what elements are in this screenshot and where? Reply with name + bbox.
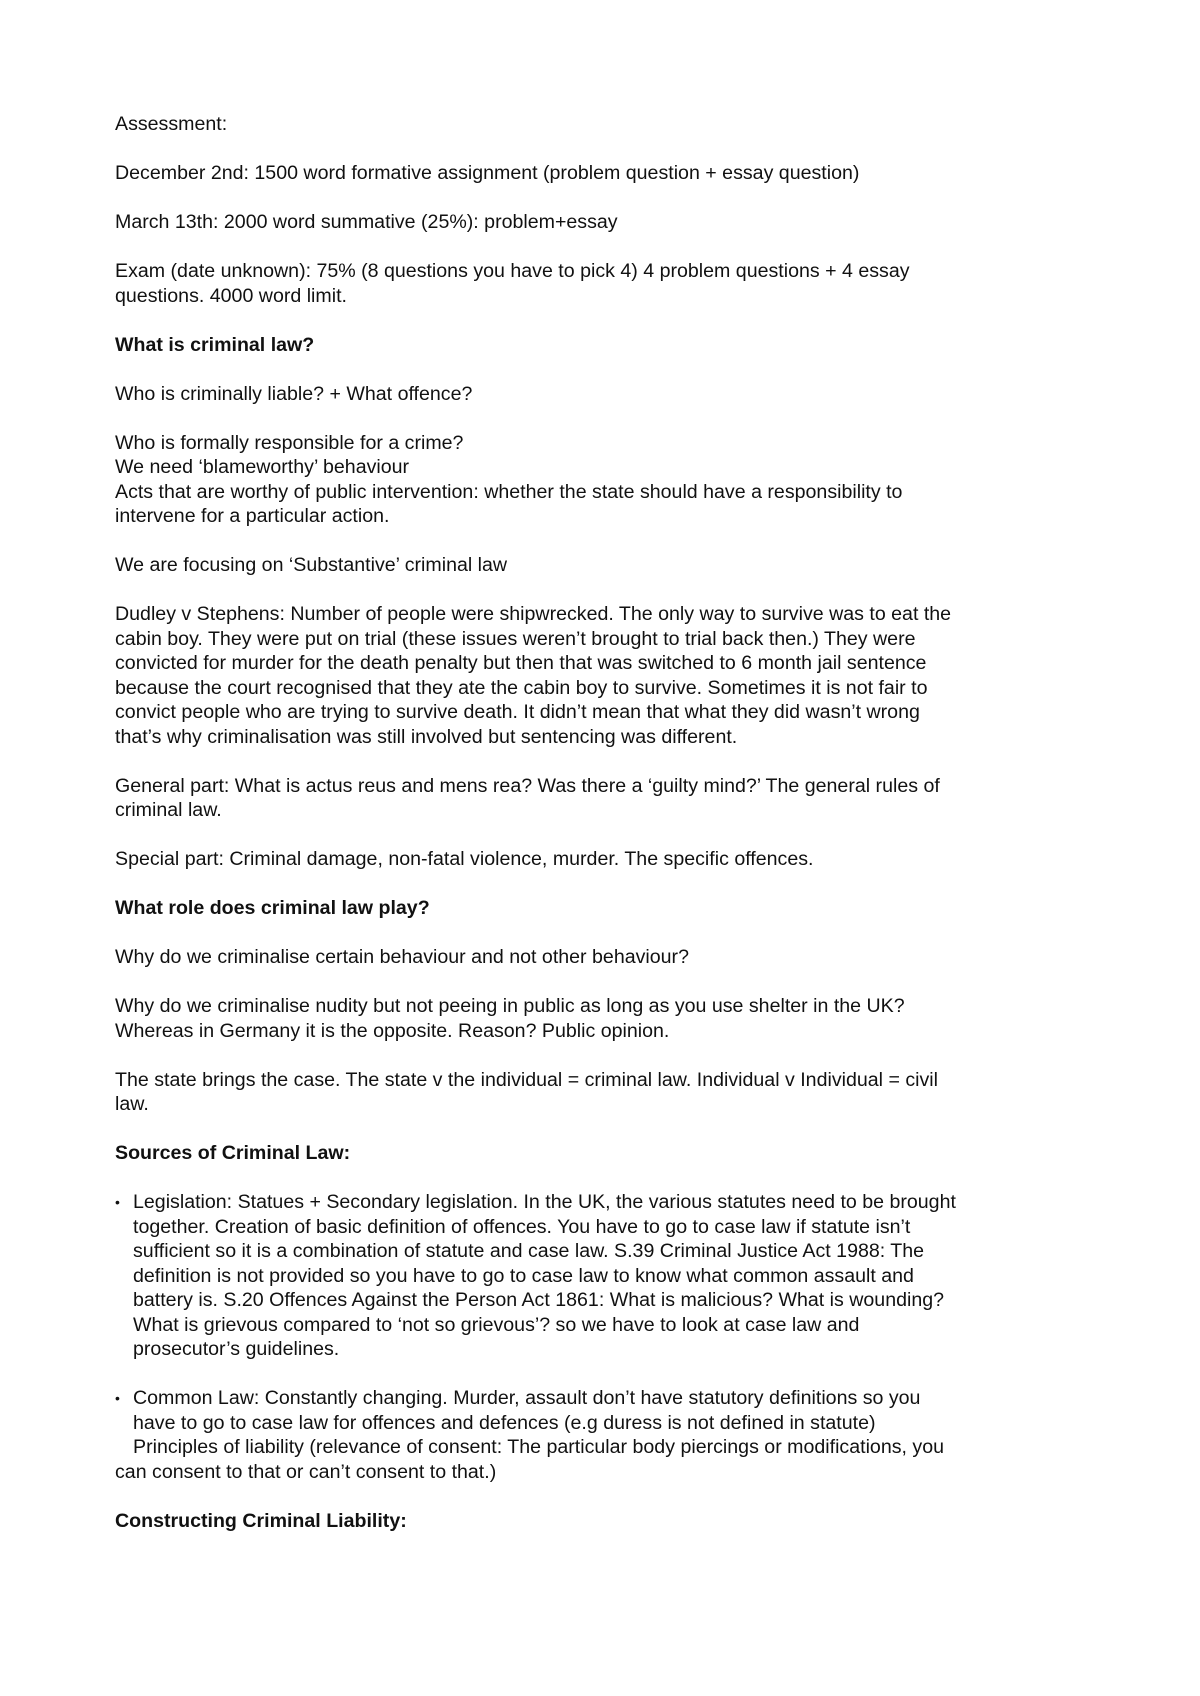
text-line: cabin boy. They were put on trial (these issues weren’t brought to trial back then.) They were (115, 627, 916, 650)
bullet-icon: • (115, 1390, 120, 1406)
paragraph (115, 259, 1090, 308)
paragraph (115, 945, 1090, 970)
text-line: Legislation: Statues + Secondary legislation. In the UK, the various statutes need to be brought (133, 1191, 956, 1213)
text-line: Dudley v Stephens: Number of people were shipwrecked. The only way to survive was to eat the (115, 603, 952, 625)
text-line: March 13th: 2000 word summative (25%): problem+essay (115, 211, 618, 233)
paragraph (115, 112, 1090, 137)
text-line: We are focusing on ‘Substantive’ criminal law (115, 554, 508, 576)
text-line: Constructing Criminal Liability: (115, 1509, 407, 1532)
text-line: Sources of Criminal Law: (115, 1142, 351, 1164)
text-line: Exam (date unknown): 75% (8 questions you have to pick 4) 4 problem questions + 4 essay (115, 260, 910, 282)
text-line: Why do we criminalise certain behaviour and not other behaviour? (115, 946, 689, 968)
text-line: Common Law: Constantly changing. Murder, assault don’t have statutory definitions so you (133, 1387, 921, 1409)
text-line: Why do we criminalise nudity but not peeing in public as long as you use shelter in the UK? (115, 995, 905, 1017)
text-line: The state brings the case. The state v the individual = criminal law. Individual v Individual = civil (115, 1068, 939, 1091)
text-line: together. Creation of basic definition of offences. You have to go to case law if statute isn’t (133, 1215, 911, 1238)
bullet-item (115, 1386, 1090, 1484)
paragraph (115, 1068, 1090, 1117)
text-line: Whereas in Germany it is the opposite. Reason? Public opinion. (115, 1019, 670, 1042)
text-line: convicted for murder for the death penalty but then that was switched to 6 month jail sentence (115, 652, 927, 674)
text-line: What role does criminal law play? (115, 897, 430, 919)
text-line: What is criminal law? (115, 333, 315, 356)
text-line: General part: What is actus reus and mens rea? Was there a ‘guilty mind?’ The general rules of (115, 774, 940, 797)
paragraph (115, 553, 1090, 578)
paragraph (115, 602, 1090, 749)
text-line: Who is formally responsible for a crime? (115, 431, 464, 454)
section-heading (115, 1141, 1090, 1166)
text-line: convict people who are trying to survive death. It didn’t mean that what they did wasn’t wrong (115, 701, 920, 723)
text-line: Principles of liability (relevance of consent: The particular body piercings or modifications, you (133, 1436, 944, 1458)
text-line: What is grievous compared to ‘not so grievous’? so we have to look at case law and (133, 1313, 860, 1336)
text-line: definition is not provided so you have to go to case law to know what common assault and (133, 1264, 914, 1287)
paragraph (115, 161, 1090, 186)
text-line: have to go to case law for offences and defences (e.g duress is not defined in statute) (133, 1411, 876, 1434)
text-line: Special part: Criminal damage, non-fatal violence, murder. The specific offences. (115, 848, 814, 870)
paragraph (115, 847, 1090, 872)
text-line: that’s why criminalisation was still involved but sentencing was different. (115, 725, 738, 748)
paragraph (115, 994, 1090, 1043)
text-line: prosecutor’s guidelines. (133, 1338, 340, 1360)
paragraph (115, 382, 1090, 407)
paragraph (115, 774, 1090, 823)
text-line: We need ‘blameworthy’ behaviour (115, 456, 410, 478)
text-line: questions. 4000 word limit. (115, 284, 347, 307)
text-line: Assessment: (115, 113, 228, 135)
text-line: intervene for a particular action. (115, 505, 390, 527)
text-line: because the court recognised that they ate the cabin boy to survive. Sometimes it is not fair to (115, 676, 928, 699)
text-line: criminal law. (115, 799, 222, 821)
bullet-icon: • (115, 1194, 120, 1210)
section-heading (115, 896, 1090, 921)
text-line: Who is criminally liable? + What offence? (115, 382, 473, 405)
paragraph (115, 210, 1090, 235)
text-line: December 2nd: 1500 word formative assignment (problem question + essay question) (115, 162, 860, 184)
section-heading (115, 333, 1090, 358)
text-line: law. (115, 1093, 149, 1115)
document-page (115, 112, 1090, 1558)
text-line: Acts that are worthy of public intervention: whether the state should have a responsibility to (115, 480, 903, 503)
text-line: sufficient so it is a combination of statute and case law. S.39 Criminal Justice Act 1988: The (133, 1240, 925, 1262)
text-line: battery is. S.20 Offences Against the Person Act 1861: What is malicious? What is wounding? (133, 1289, 945, 1311)
section-heading (115, 1509, 1090, 1534)
bullet-item (115, 1190, 1090, 1362)
text-line: can consent to that or can’t consent to that.) (115, 1460, 497, 1483)
paragraph (115, 431, 1090, 529)
